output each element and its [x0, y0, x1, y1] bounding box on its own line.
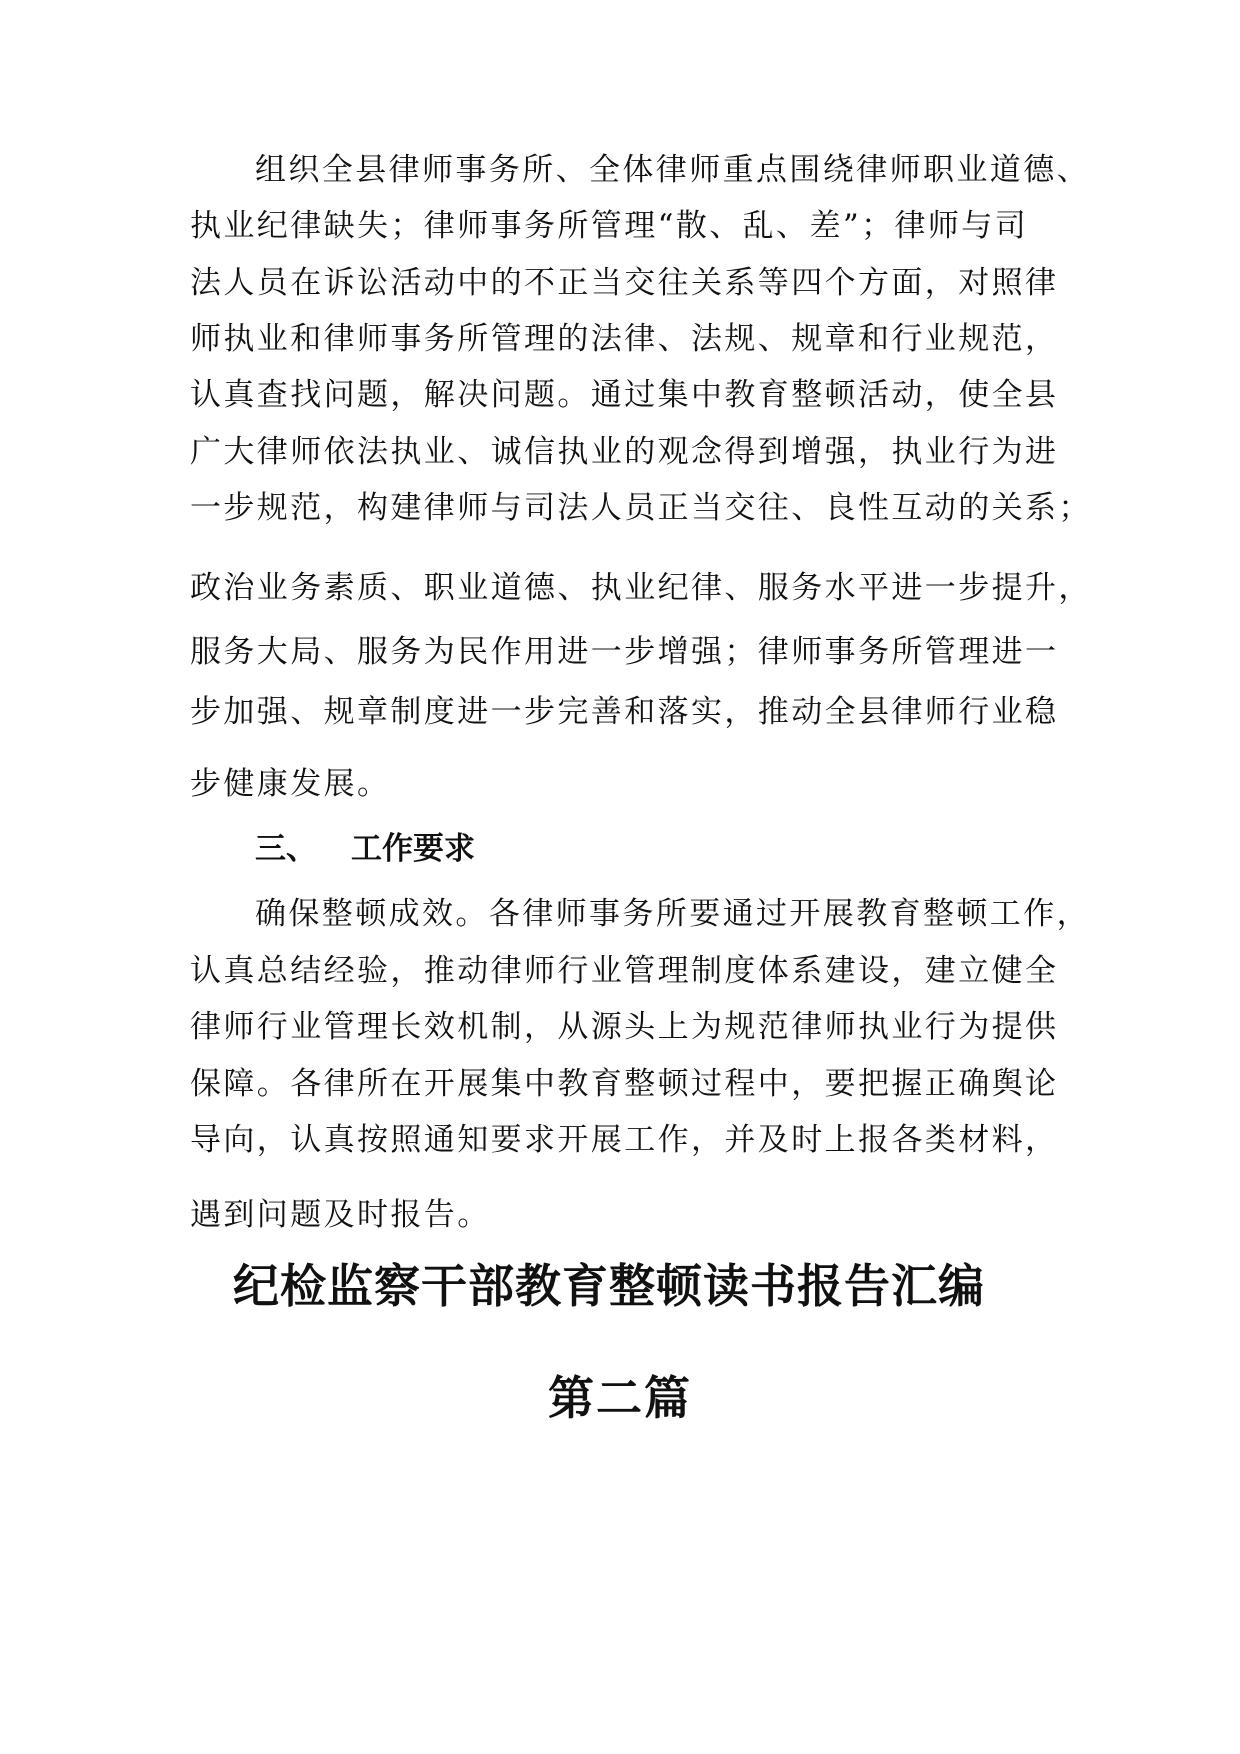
paragraph-line: 导向，认真按照通知要求开展工作，并及时上报各类材料， [190, 1122, 1059, 1158]
paragraph-line: 律师行业管理长效机制，从源头上为规范律师执业行为提供 [190, 1009, 1059, 1045]
section-number: 三、 [255, 831, 317, 867]
paragraph-line: 认真查找问题，解决问题。通过集中教育整顿活动，使全县 [190, 377, 1059, 413]
paragraph-line: 步加强、规章制度进一步完善和落实，推动全县律师行业稳 [190, 694, 1059, 730]
paragraph-line: 遇到问题及时报告。 [190, 1197, 491, 1233]
section-title: 工作要求 [351, 831, 475, 867]
paragraph-line: 认真总结经验，推动律师行业管理制度体系建设，建立健全 [190, 953, 1059, 989]
paragraph-line: 确保整顿成效。各律师事务所要通过开展教育整顿工作， [255, 896, 1090, 932]
paragraph-line: 法人员在诉讼活动中的不正当交往关系等四个方面，对照律 [190, 265, 1059, 301]
paragraph-line: 广大律师依法执业、诚信执业的观念得到增强，执业行为进 [190, 434, 1059, 470]
document-title: 纪检监察干部教育整顿读书报告汇编 [233, 1259, 985, 1313]
paragraph-line: 组织全县律师事务所、全体律师重点围绕律师职业道德、 [255, 152, 1090, 188]
document-subtitle: 第二篇 [548, 1371, 692, 1425]
paragraph-line: 服务大局、服务为民作用进一步增强；律师事务所管理进一 [190, 634, 1059, 670]
paragraph-line: 执业纪律缺失；律师事务所管理“散、乱、差”；律师与司 [190, 208, 1029, 244]
paragraph-line: 师执业和律师事务所管理的法律、法规、规章和行业规范， [190, 321, 1059, 357]
paragraph-line: 一步规范，构建律师与司法人员正当交往、良性互动的关系； [190, 490, 1092, 526]
paragraph-line: 政治业务素质、职业道德、执业纪律、服务水平进一步提升， [190, 570, 1092, 606]
section-heading [255, 829, 475, 869]
paragraph-line: 保障。各律所在开展集中教育整顿过程中，要把握正确舆论 [190, 1066, 1059, 1102]
paragraph-line: 步健康发展。 [190, 766, 391, 802]
